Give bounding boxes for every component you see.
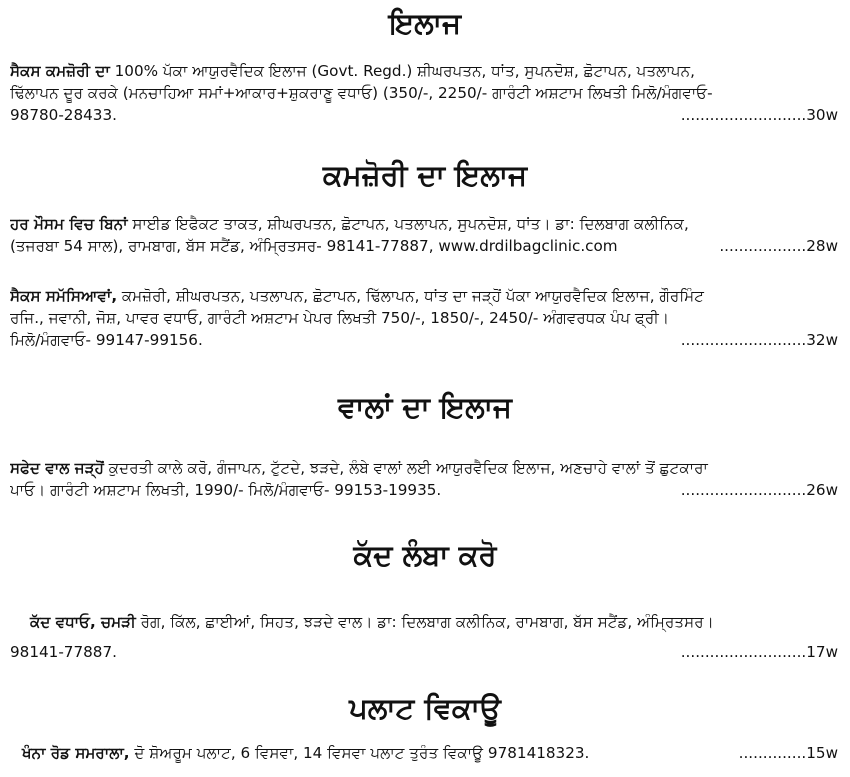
ad-line — [10, 742, 838, 764]
ad-text: ਕਮਜ਼ੋਰੀ, ਸ਼ੀਘਰਪਤਨ, ਪਤਲਾਪਨ, ਛੋਟਾਪਨ, ਢਿੱਲਾਪਨ, ਧਾਂਤ ਦਾ ਜੜ੍ਹੋਂ ਪੱਕਾ ਆਯੁਰਵੈਦਿਕ ਇਲਾਜ, ਗੌਰਮਿੰਟ — [117, 287, 704, 305]
ad-line: ਰਜਿ., ਜਵਾਨੀ, ਜੋਸ਼, ਪਾਵਰ ਵਧਾਓ, ਗਾਰੰਟੀ ਅਸ਼ਟਾਮ ਪੇਪਰ ਲਿਖਤੀ 750/-, 1850/-, 2450/- ਅੰਗਵਰਧਕ ਪੰਪ ਫ੍ਰੀ। — [10, 309, 670, 327]
ad-lead: ਕੱਦ ਵਧਾਓ, ਚਮੜੀ — [30, 613, 136, 631]
classified-ad — [10, 213, 838, 257]
ad-line — [10, 285, 838, 307]
ad-line — [10, 611, 838, 633]
ad-text: 98780-28433. — [10, 106, 117, 124]
classified-ad — [10, 457, 838, 501]
ad-code: ..............15w — [738, 744, 838, 762]
ad-lead: ਖੰਨਾ ਰੋਡ ਸਮਰਾਲਾ, — [22, 744, 130, 762]
section-heading-kamjori: ਕਮਜ਼ੋਰੀ ਦਾ ਇਲਾਜ — [322, 158, 528, 192]
ad-line — [10, 479, 838, 501]
ad-lead: ਹਰ ਮੌਸਮ ਵਿਚ ਬਿਨਾਂ — [10, 215, 128, 233]
ad-lead: ਸੈਕਸ ਕਮਜ਼ੋਰੀ ਦਾ — [10, 62, 110, 80]
ad-line: ਢਿੱਲਾਪਨ ਦੂਰ ਕਰਕੇ (ਮਨਚਾਹਿਆ ਸਮਾਂ+ਆਕਾਰ+ਸ਼ੁਕਰਾਣੂ ਵਧਾਓ) (350/-, 2250/- ਗਾਰੰਟੀ ਅਸ਼ਟਾਮ ਲਿਖਤੀ ਮਿਲੋ/ਮੰਗਵਾਓ- — [10, 84, 713, 102]
ad-line — [10, 60, 838, 82]
ad-code: ..........................32w — [680, 331, 838, 349]
ad-lead: ਸਫੇਦ ਵਾਲ ਜੜ੍ਹੋਂ — [10, 459, 104, 477]
ad-text: (ਤਜਰਬਾ 54 ਸਾਲ), ਰਾਮਬਾਗ, ਬੱਸ ਸਟੈਂਡ, ਅੰਮ੍ਰਿਤਸਰ- 98141-77887, www.drdilbagclinic.com — [10, 237, 618, 255]
ad-text: 100% ਪੱਕਾ ਆਯੁਰਵੈਦਿਕ ਇਲਾਜ (Govt. Regd.) ਸ਼ੀਘਰਪਤਨ, ਧਾਂਤ, ਸੁਪਨਦੋਸ਼, ਛੋਟਾਪਨ, ਪਤਲਾਪਨ, — [109, 62, 695, 80]
ad-text: ਕੁਦਰਤੀ ਕਾਲੇ ਕਰੋ, ਗੰਜਾਪਨ, ਟੁੱਟਦੇ, ਝੜਦੇ, ਲੰਬੇ ਵਾਲਾਂ ਲਈ ਆਯੁਰਵੈਦਿਕ ਇਲਾਜ, ਅਣਚਾਹੇ ਵਾਲਾਂ ਤੋਂ ਛੁਟਕਾਰਾ — [103, 459, 708, 477]
ad-text: ਮਿਲੋ/ਮੰਗਵਾਓ- 99147-99156. — [10, 331, 203, 349]
classified-ad — [10, 60, 838, 126]
ad-code: ..........................30w — [680, 106, 838, 124]
ad-code: ..................28w — [719, 237, 838, 255]
ad-line — [10, 329, 838, 351]
ad-line — [10, 104, 838, 126]
section-heading-valan: ਵਾਲਾਂ ਦਾ ਇਲਾਜ — [338, 390, 512, 424]
ad-lead: ਸੈਕਸ ਸਮੱਸਿਆਵਾਂ, — [10, 287, 118, 305]
ad-code: ..........................17w — [680, 643, 838, 661]
ad-text: ਸਾਈਡ ਇਫੈਕਟ ਤਾਕਤ, ਸ਼ੀਘਰਪਤਨ, ਛੋਟਾਪਨ, ਪਤਲਾਪਨ, ਸੁਪਨਦੋਸ਼, ਧਾਂਤ। ਡਾ: ਦਿਲਬਾਗ ਕਲੀਨਿਕ, — [127, 215, 689, 233]
section-heading-ilaj: ਇਲਾਜ — [388, 6, 462, 40]
classified-ad — [10, 742, 838, 764]
ad-text: ਦੋ ਸ਼ੋਅਰੂਮ ਪਲਾਟ, 6 ਵਿਸਵਾ, 14 ਵਿਸਵਾ ਪਲਾਟ ਤੁਰੰਤ ਵਿਕਾਊ 9781418323. — [129, 744, 590, 762]
ad-line — [10, 457, 838, 479]
ad-line — [10, 641, 838, 663]
ad-text: ਪਾਓ। ਗਾਰੰਟੀ ਅਸ਼ਟਾਮ ਲਿਖਤੀ, 1990/- ਮਿਲੋ/ਮੰਗਵਾਓ- 99153-19935. — [10, 481, 442, 499]
ad-text: ਰੋਗ, ਕਿੱਲ, ਛਾਈਆਂ, ਸਿਹਤ, ਝੜਦੇ ਵਾਲ। ਡਾ: ਦਿਲਬਾਗ ਕਲੀਨਿਕ, ਰਾਮਬਾਗ, ਬੱਸ ਸਟੈਂਡ, ਅੰਮ੍ਰਿਤਸਰ। — [135, 613, 714, 631]
ad-code: ..........................26w — [680, 481, 838, 499]
section-heading-plot: ਪਲਾਟ ਵਿਕਾਊ — [349, 691, 501, 725]
ad-line — [10, 235, 838, 257]
section-heading-kadd: ਕੱਦ ਲੰਬਾ ਕਰੋ — [353, 538, 497, 572]
ad-text: 98141-77887. — [10, 643, 117, 661]
ad-line — [10, 213, 838, 235]
classified-ad — [10, 611, 838, 663]
classified-ad — [10, 285, 838, 351]
